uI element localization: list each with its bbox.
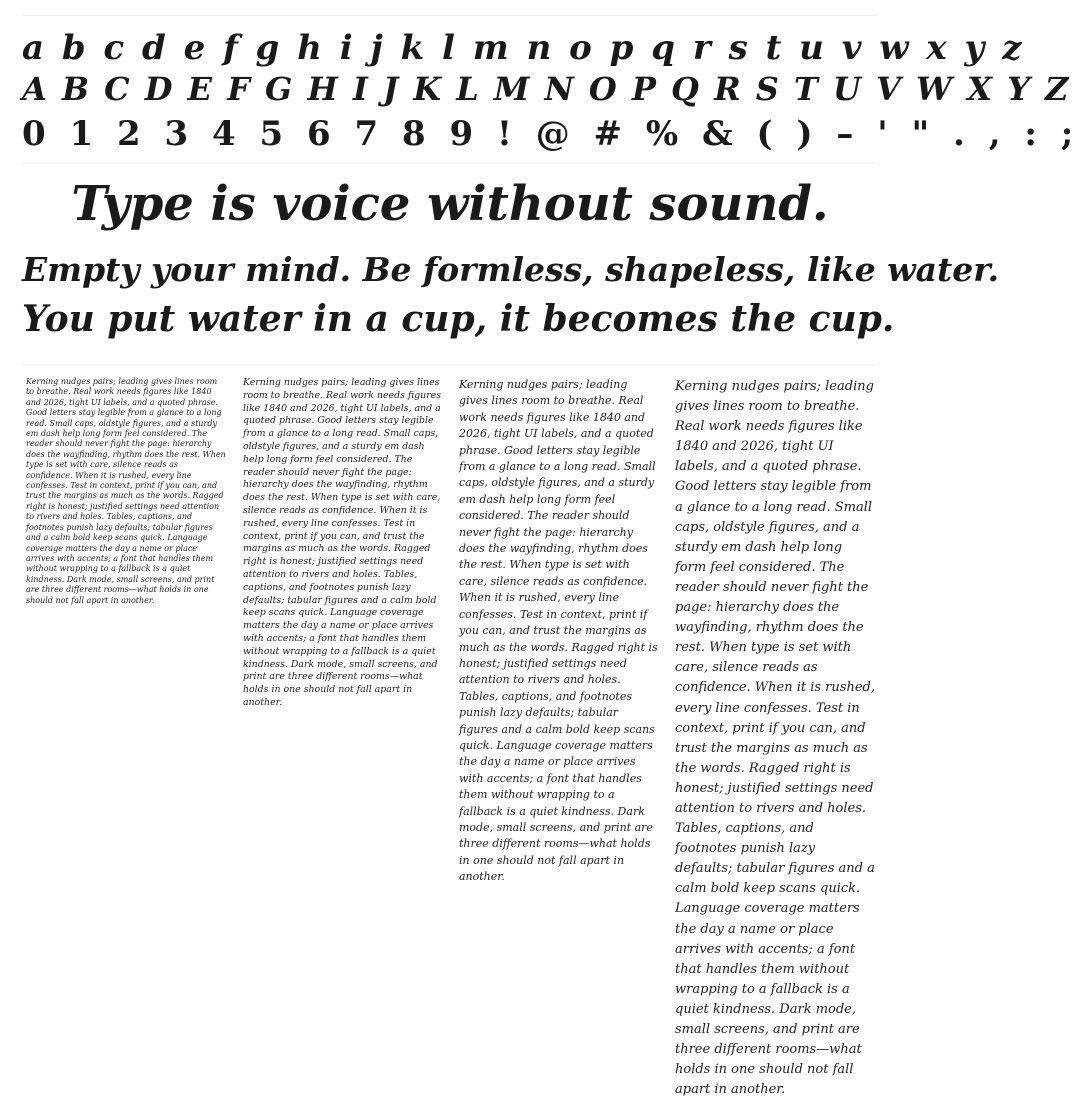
pangram-large: Type is voice without sound. (71, 176, 829, 232)
lowercase-glyph-row: a b c d e f g h i j k l m n o p q r s t u v w x y z (22, 28, 1025, 68)
top-divider (22, 15, 878, 16)
body-sample-xlarge: Kerning nudges pairs; leading gives lines room to breathe. Real work needs figures like 1840 and 2026, tight UI labels, and a quoted phrase. Good letters stay legible from a glance to a long read. Small caps, oldstyle figures, and a sturdy em dash help long form feel considered. The reader should never fight the page: hierarchy does the wayfinding, rhythm does the rest. When type is set with care, silence reads as confidence. When it is rushed, every line confesses. Test in context, print if you can, and trust the margins as much as the words. Ragged right is honest; justified settings need attention to rivers and holes. Tables, captions, and footnotes punish lazy defaults; tabular figures and a calm bold keep scans quick. Language coverage matters the day a name or place arrives with accents; a font that handles them without wrapping to a fallback is a quiet kindness. Dark mode, small screens, and print are three different rooms—what holds in one should not fall apart in another. (675, 379, 875, 1098)
uppercase-glyph-row: A B C D E F G H I J K L M N O P Q R S T U V W X Y Z (22, 70, 1071, 108)
body-sample-medium: Kerning nudges pairs; leading gives lines room to breathe. Real work needs figures like 1840 and 2026, tight UI labels, and a quoted phrase. Good letters stay legible from a glance to a long read. Small caps, oldstyle figures, and a sturdy em dash help long form feel considered. The reader should never fight the page: hierarchy does the wayfinding, rhythm does the rest. When type is set with care, silence reads as confidence. When it is rushed, every line confesses. Test in context, print if you can, and trust the margins as much as the words. Ragged right is honest; justified settings need attention to rivers and holes. Tables, captions, and footnotes punish lazy defaults; tabular figures and a calm bold keep scans quick. Language coverage matters the day a name or place arrives with accents; a font that handles them without wrapping to a fallback is a quiet kindness. Dark mode, small screens, and print are three different rooms—what holds in one should not fall apart in another. (243, 377, 442, 708)
figures-glyph-row: 0 1 2 3 4 5 6 7 8 9 ! @ # % & ( ) – ' " . , : ; (22, 114, 1079, 154)
pangram-divider (22, 364, 878, 365)
pangram-medium: Empty your mind. Be formless, shapeless, like water. (22, 250, 1000, 289)
pangram-medium-2: You put water in a cup, it becomes the cup. (22, 298, 895, 340)
body-sample-large: Kerning nudges pairs; leading gives lines room to breathe. Real work needs figures like 1840 and 2026, tight UI labels, and a quoted phrase. Good letters stay legible from a glance to a long read. Small caps, oldstyle figures, and a sturdy em dash help long form feel considered. The reader should never fight the page: hierarchy does the wayfinding, rhythm does the rest. When type is set with care, silence reads as confidence. When it is rushed, every line confesses. Test in context, print if you can, and trust the margins as much as the words. Ragged right is honest; justified settings need attention to rivers and holes. Tables, captions, and footnotes punish lazy defaults; tabular figures and a calm bold keep scans quick. Language coverage matters the day a name or place arrives with accents; a font that handles them without wrapping to a fallback is a quiet kindness. Dark mode, small screens, and print are three different rooms—what holds in one should not fall apart in another. (459, 378, 658, 884)
body-sample-small: Kerning nudges pairs; leading gives lines room to breathe. Real work needs figures like 1840 and 2026, tight UI labels, and a quoted phrase. Good letters stay legible from a glance to a long read. Small caps, oldstyle figures, and a sturdy em dash help long form feel considered. The reader should never fight the page: hierarchy does the wayfinding, rhythm does the rest. When type is set with care, silence reads as confidence. When it is rushed, every line confesses. Test in context, print if you can, and trust the margins as much as the words. Ragged right is honest; justified settings need attention to rivers and holes. Tables, captions, and footnotes punish lazy defaults; tabular figures and a calm bold keep scans quick. Language coverage matters the day a name or place arrives with accents; a font that handles them without wrapping to a fallback is a quiet kindness. Dark mode, small screens, and print are three different rooms—what holds in one should not fall apart in another. (26, 377, 226, 605)
glyph-divider (22, 163, 878, 164)
